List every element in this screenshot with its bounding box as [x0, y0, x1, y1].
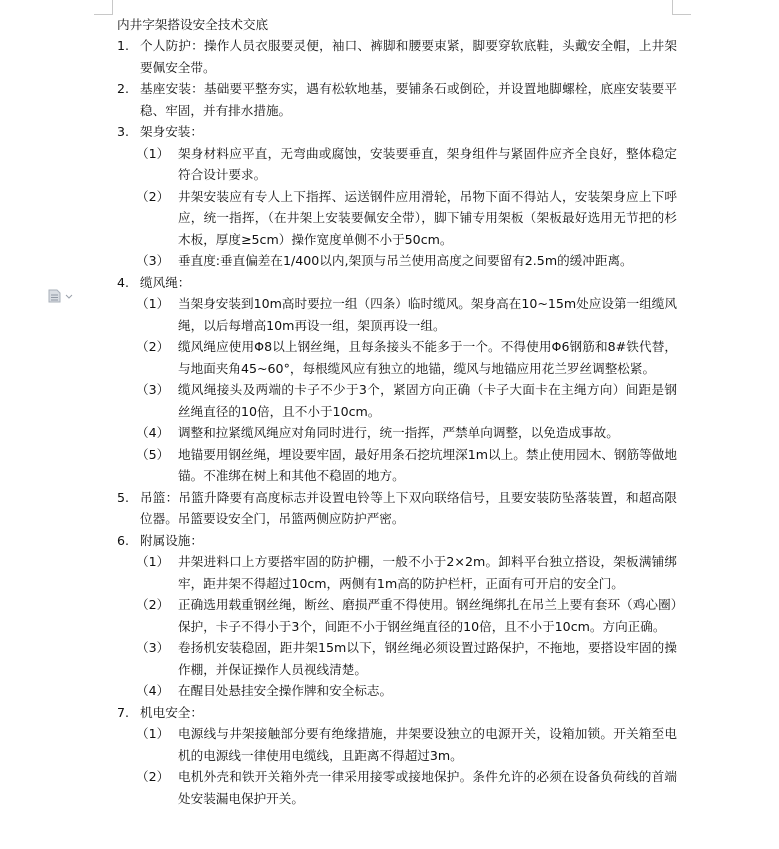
subitem-text: 缆风绳应使用Φ8以上钢丝绳，且每条接头不能多于一个。不得使用Φ6钢筋和8#铁代替，与地面夹角45~60°，每根缆风应有独立的地锚，缆风与地锚应用花兰罗丝调整松紧。: [178, 339, 677, 376]
section-3: [117, 121, 677, 143]
subitem-text: 电机外壳和铁开关箱外壳一律采用接零或接地保护。条件允许的必须在设备负荷线的首端处安装漏电保护开关。: [178, 769, 677, 806]
document-body: [117, 14, 677, 809]
page-corner-mark-left: [94, 0, 113, 15]
section-text: 架身安装：: [140, 124, 203, 139]
subitem-number: （1）: [136, 726, 170, 741]
document-margin-icon[interactable]: [48, 289, 74, 303]
subitem-3-1: [127, 143, 677, 186]
section-number: 4.: [117, 274, 130, 290]
subitem-6-1: [127, 551, 677, 594]
subitem-text: 当架身安装到10m高时要拉一组（四条）临时缆风。架身高在10~15m处应设第一组缆风绳，以后每增高10m再设一组，架顶再设一组。: [178, 296, 677, 333]
subitem-text: 垂直度:垂直偏差在1/400以内,架顶与吊兰使用高度之间要留有2.5m的缓冲距离。: [178, 253, 633, 268]
subitem-text: 正确选用载重钢丝绳，断丝、磨损严重不得使用。钢丝绳绑扎在吊兰上要有套环（鸡心圈）保护，卡子不得小于3个，间距不小于钢丝绳直径的10倍，且不小于10cm。方向正确。: [178, 597, 677, 634]
subitem-number: （3）: [136, 640, 170, 655]
subitem-4-2: [127, 336, 677, 379]
subitem-number: （5）: [136, 446, 170, 462]
section-text: 机电安全：: [140, 704, 203, 720]
subitem-text: 地锚要用钢丝绳，埋设要牢固，最好用条石挖坑埋深1m以上。禁止使用园木、钢筋等做地锚。不准绑在树上和其他不稳固的地方。: [178, 446, 677, 483]
page-corner-mark-right: [672, 0, 691, 15]
section-1: [117, 35, 677, 78]
section-text: 个人防护：操作人员衣服要灵便，袖口、裤脚和腰要束紧，脚要穿软底鞋，头戴安全帽，上井架要佩安全带。: [140, 38, 677, 75]
subitem-6-2: [127, 594, 677, 637]
subitem-6-4: [127, 680, 677, 702]
subitem-number: （2）: [136, 597, 170, 612]
subitem-text: 卷扬机安装稳固，距井架15m以下，钢丝绳必须设置过路保护，不拖地，要搭设牢固的操作棚，并保证操作人员视线清楚。: [178, 640, 677, 677]
section-text: 吊篮：吊篮升降要有高度标志并设置电铃等上下双向联络信号，且要安装防坠落装置，和超高限位器。吊篮要设安全门，吊篮两侧应防护严密。: [140, 489, 677, 526]
subitem-number: （4）: [136, 425, 170, 440]
subitem-number: （2）: [136, 188, 170, 204]
section-number: 5.: [117, 489, 130, 505]
subitem-number: （2）: [136, 339, 170, 354]
section-5: [117, 487, 677, 530]
section-list: [117, 35, 677, 809]
subitem-7-2: [127, 766, 677, 809]
subitem-number: （2）: [136, 769, 170, 784]
subitem-number: （3）: [136, 382, 170, 397]
section-text: 缆风绳：: [140, 274, 191, 290]
section-7: [117, 702, 677, 724]
subitem-number: （4）: [136, 683, 170, 698]
section-number: 3.: [117, 124, 130, 139]
subitem-3-2: [127, 186, 677, 251]
section-text: 附属设施：: [140, 532, 203, 548]
subitem-number: （1）: [136, 296, 170, 311]
subitem-4-5: [127, 444, 677, 487]
subitem-3-3: [127, 250, 677, 272]
subitem-4-4: [127, 422, 677, 444]
subitem-4-3: [127, 379, 677, 422]
subitem-text: 井架进料口上方要搭牢固的防护棚，一般不小于2×2m。卸料平台独立搭设，架板满铺绑牢，距井架不得超过10cm，两侧有1m高的防护栏杆，正面有可开启的安全门。: [178, 554, 677, 591]
document-title: 内井字架搭设安全技术交底: [117, 17, 269, 32]
subitem-text: 调整和拉紧缆风绳应对角同时进行，统一指挥，严禁单向调整，以免造成事故。: [178, 425, 619, 440]
subitem-number: （3）: [136, 253, 170, 268]
subitem-number: （1）: [136, 554, 170, 569]
subitem-text: 电源线与井架接触部分要有绝缘措施，井架要设独立的电源开关，设箱加锁。开关箱至电机的电源线一律使用电缆线，且距离不得超过3m。: [178, 726, 677, 763]
section-number: 7.: [117, 704, 130, 720]
section-text: 基座安装：基础要平整夯实，遇有松软地基，要铺条石或倒砼，并设置地脚螺栓，底座安装要平稳、牢固，并有排水措施。: [140, 81, 677, 118]
subitem-6-3: [127, 637, 677, 680]
subitem-text: 架身材料应平直，无弯曲或腐蚀，安装要垂直，架身组件与紧固件应齐全良好，整体稳定符合设计要求。: [178, 145, 677, 182]
section-2: [117, 78, 677, 121]
subitem-7-1: [127, 723, 677, 766]
subitem-text: 井架安装应有专人上下指挥、运送钢件应用滑轮，吊物下面不得站人，安装架身应上下呼应，统一指挥，（在井架上安装要佩安全带），脚下铺专用架板（架板最好选用无节把的杉木板，厚度≥5cm）操作宽度单侧不小于50cm。: [178, 188, 677, 247]
subitem-text: 在醒目处悬挂安全操作牌和安全标志。: [178, 683, 393, 698]
subitem-text: 缆风绳接头及两端的卡子不少于3个，紧固方向正确（卡子大面卡在主绳方向）间距是钢丝绳直径的10倍，且不小于10cm。: [178, 382, 677, 419]
section-number: 2.: [117, 81, 130, 96]
subitem-4-1: [127, 293, 677, 336]
section-number: 1.: [117, 38, 130, 53]
section-4: [117, 272, 677, 294]
subitem-number: （1）: [136, 145, 170, 161]
section-6: [117, 530, 677, 552]
section-number: 6.: [117, 532, 130, 548]
